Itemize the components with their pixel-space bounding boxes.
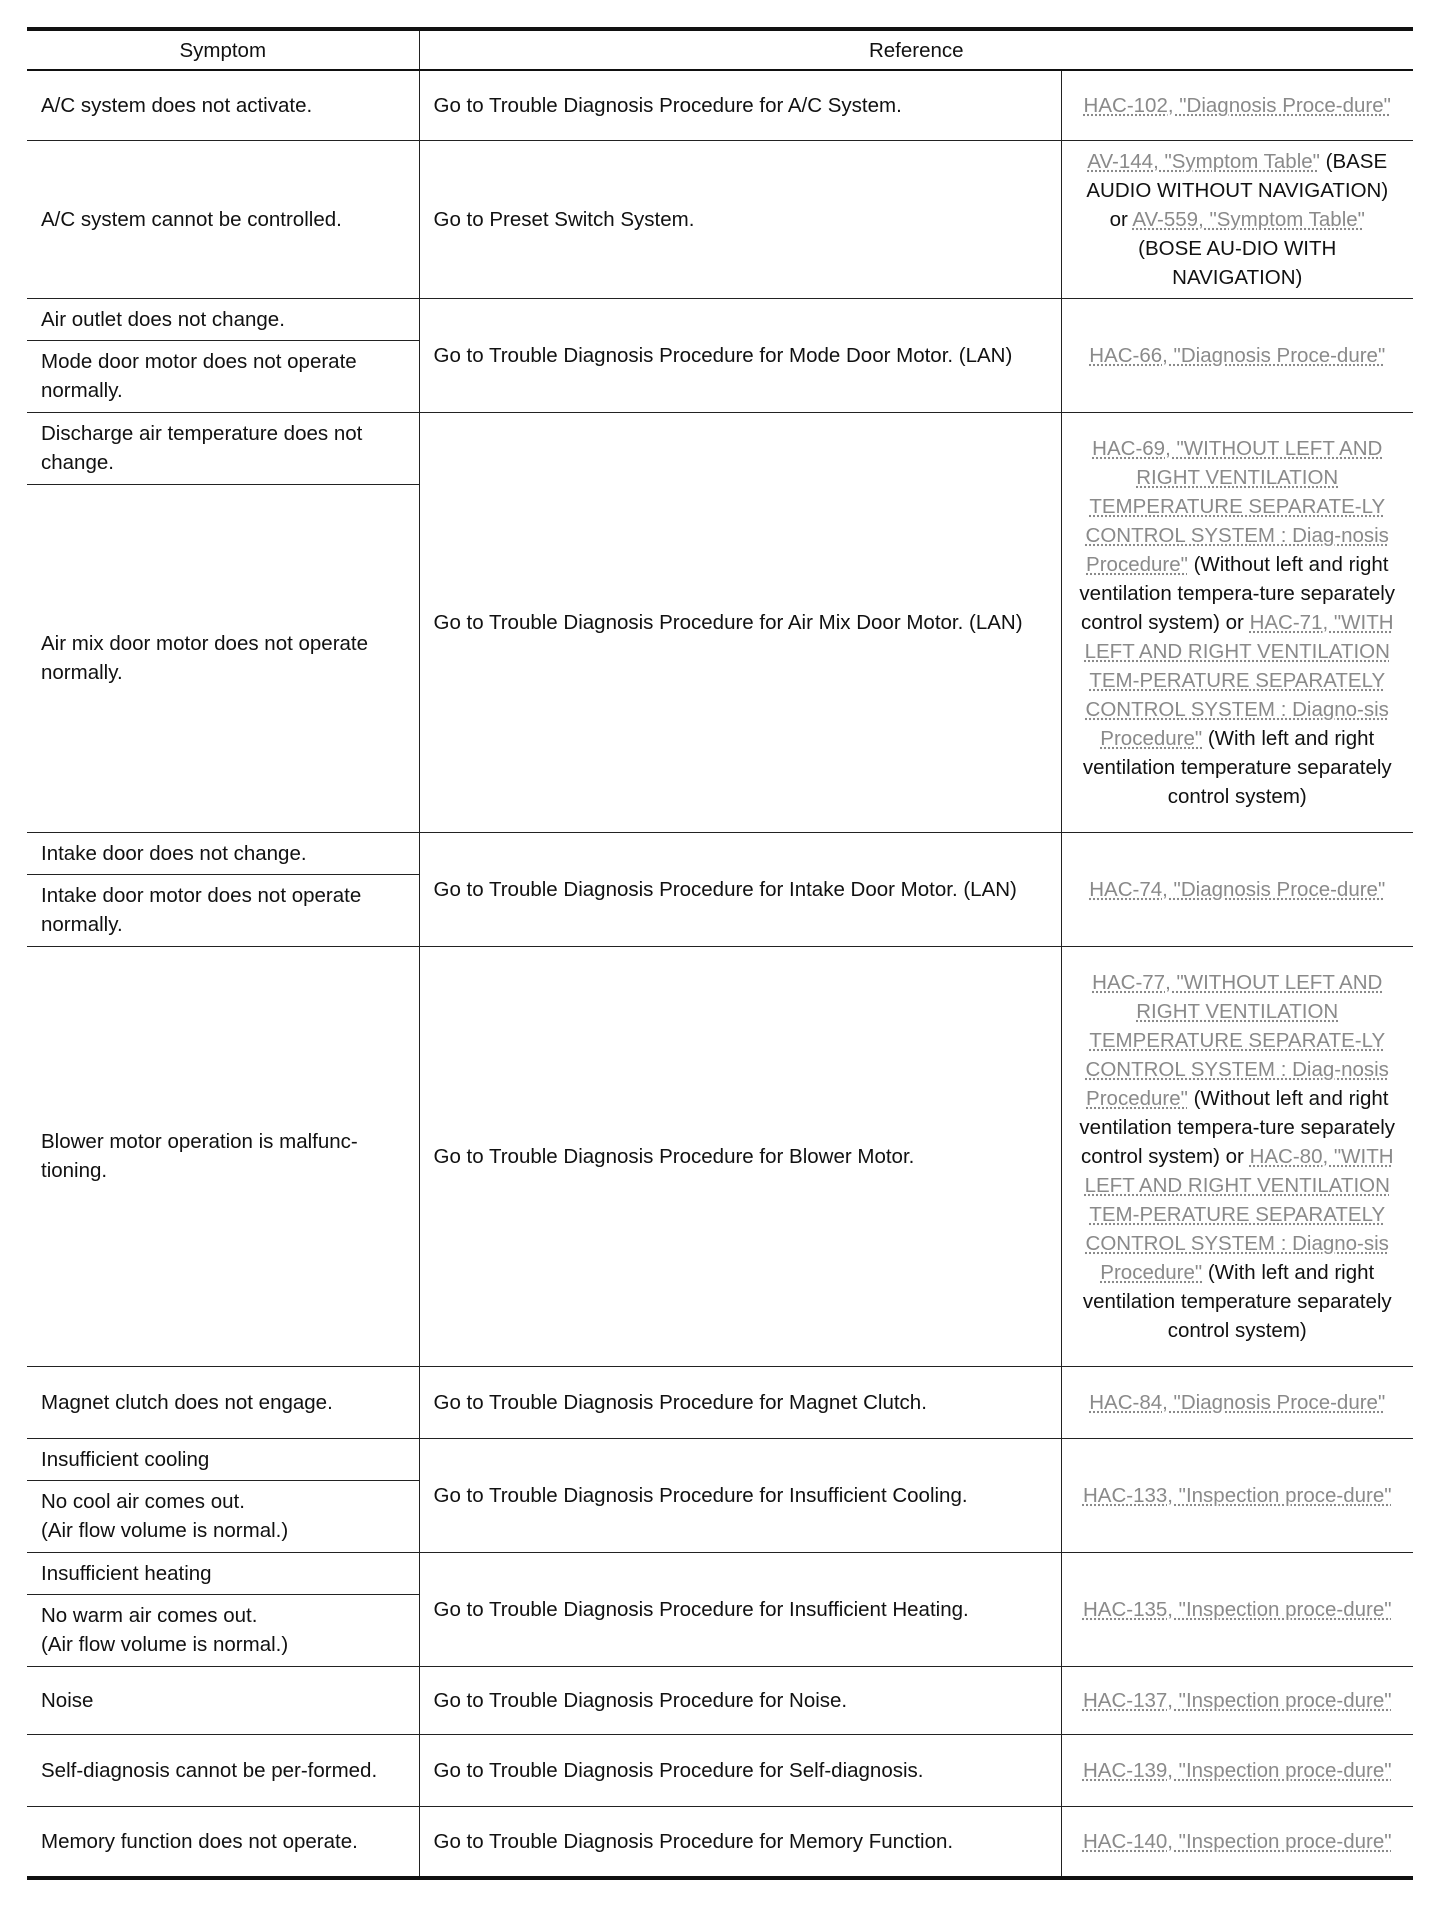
table-row xyxy=(27,832,1413,874)
symptom-column-header: Symptom xyxy=(27,29,419,70)
reference-note: (Without left and right ventilation tempera-ture separately control system) or xyxy=(1079,552,1396,634)
reference-cell xyxy=(1061,832,1413,946)
reference-note: (BOSE AU-DIO WITH NAVIGATION) xyxy=(1138,236,1337,289)
reference-link[interactable]: HAC-84, "Diagnosis Proce-dure" xyxy=(1089,1390,1386,1414)
symptom-cell: Insufficient heating xyxy=(27,1552,419,1594)
procedure-cell: Go to Preset Switch System. xyxy=(419,140,1061,298)
table-row xyxy=(27,298,1413,340)
procedure-cell: Go to Trouble Diagnosis Procedure for Blower Motor. xyxy=(419,946,1061,1366)
symptom-cell: A/C system cannot be controlled. xyxy=(27,140,419,298)
symptom-cell: Magnet clutch does not engage. xyxy=(27,1366,419,1438)
reference-cell xyxy=(1061,298,1413,412)
reference-link[interactable]: HAC-74, "Diagnosis Proce-dure" xyxy=(1089,877,1386,901)
symptom-cell: No warm air comes out. (Air flow volume is normal.) xyxy=(27,1594,419,1666)
reference-link[interactable]: HAC-69, "WITHOUT LEFT AND RIGHT VENTILATION TEMPERATURE SEPARATE-LY CONTROL SYSTEM : Diag-nosis Procedure" xyxy=(1085,436,1389,576)
procedure-cell: Go to Trouble Diagnosis Procedure for Magnet Clutch. xyxy=(419,1366,1061,1438)
reference-note: (Without left and right ventilation tempera-ture separately control system) or xyxy=(1079,1086,1396,1168)
procedure-cell: Go to Trouble Diagnosis Procedure for Intake Door Motor. (LAN) xyxy=(419,832,1061,946)
table-row xyxy=(27,140,1413,298)
symptom-cell: Discharge air temperature does not change. xyxy=(27,412,419,484)
symptom-cell: No cool air comes out. (Air flow volume is normal.) xyxy=(27,1480,419,1552)
table-row xyxy=(27,70,1413,140)
table-row xyxy=(27,1734,1413,1806)
table-body xyxy=(27,70,1413,1878)
symptom-cell: Self-diagnosis cannot be per-formed. xyxy=(27,1734,419,1806)
symptom-cell: Intake door does not change. xyxy=(27,832,419,874)
reference-cell xyxy=(1061,1666,1413,1734)
table-row xyxy=(27,412,1413,484)
reference-link[interactable]: HAC-139, "Inspection proce-dure" xyxy=(1082,1758,1392,1782)
reference-note: (With left and right ventilation temperature separately control system) xyxy=(1082,726,1392,808)
reference-note: (BASE AUDIO WITHOUT NAVIGATION) or xyxy=(1086,149,1389,231)
reference-link[interactable]: HAC-137, "Inspection proce-dure" xyxy=(1082,1688,1392,1712)
reference-cell xyxy=(1061,1366,1413,1438)
symptom-cell: Noise xyxy=(27,1666,419,1734)
table-row xyxy=(27,946,1413,1366)
reference-link[interactable]: HAC-77, "WITHOUT LEFT AND RIGHT VENTILATION TEMPERATURE SEPARATE-LY CONTROL SYSTEM : Diag-nosis Procedure" xyxy=(1085,970,1389,1110)
reference-cell xyxy=(1061,1806,1413,1878)
symptom-cell: Mode door motor does not operate normally. xyxy=(27,340,419,412)
symptom-cell: A/C system does not activate. xyxy=(27,70,419,140)
table-row xyxy=(27,1666,1413,1734)
table-row xyxy=(27,1552,1413,1594)
procedure-cell: Go to Trouble Diagnosis Procedure for A/C System. xyxy=(419,70,1061,140)
reference-link[interactable]: HAC-80, "WITH LEFT AND RIGHT VENTILATION TEM-PERATURE SEPARATELY CONTROL SYSTEM : Diagno-sis Procedure" xyxy=(1084,1144,1394,1284)
reference-link[interactable]: HAC-102, "Diagnosis Proce-dure" xyxy=(1083,93,1391,117)
reference-link[interactable]: HAC-135, "Inspection proce-dure" xyxy=(1082,1597,1392,1621)
table-header-row xyxy=(27,29,1413,70)
procedure-cell: Go to Trouble Diagnosis Procedure for Air Mix Door Motor. (LAN) xyxy=(419,412,1061,832)
reference-link[interactable]: HAC-71, "WITH LEFT AND RIGHT VENTILATION TEM-PERATURE SEPARATELY CONTROL SYSTEM : Diagno-sis Procedure" xyxy=(1084,610,1394,750)
procedure-cell: Go to Trouble Diagnosis Procedure for Memory Function. xyxy=(419,1806,1061,1878)
procedure-cell: Go to Trouble Diagnosis Procedure for Insufficient Heating. xyxy=(419,1552,1061,1666)
symptom-reference-table xyxy=(27,27,1413,1880)
table-row xyxy=(27,1438,1413,1480)
reference-cell xyxy=(1061,1734,1413,1806)
reference-cell xyxy=(1061,412,1413,832)
reference-link[interactable]: HAC-140, "Inspection proce-dure" xyxy=(1082,1829,1392,1853)
reference-column-header: Reference xyxy=(419,29,1413,70)
symptom-cell: Air outlet does not change. xyxy=(27,298,419,340)
procedure-cell: Go to Trouble Diagnosis Procedure for Mode Door Motor. (LAN) xyxy=(419,298,1061,412)
symptom-cell: Insufficient cooling xyxy=(27,1438,419,1480)
symptom-cell: Air mix door motor does not operate normally. xyxy=(27,484,419,832)
reference-cell xyxy=(1061,140,1413,298)
table-row xyxy=(27,1806,1413,1878)
reference-cell xyxy=(1061,70,1413,140)
reference-note: (With left and right ventilation temperature separately control system) xyxy=(1082,1260,1392,1342)
procedure-cell: Go to Trouble Diagnosis Procedure for Insufficient Cooling. xyxy=(419,1438,1061,1552)
reference-link[interactable]: AV-144, "Symptom Table" xyxy=(1087,149,1320,173)
reference-link[interactable]: HAC-133, "Inspection proce-dure" xyxy=(1082,1483,1392,1507)
reference-cell xyxy=(1061,946,1413,1366)
procedure-cell: Go to Trouble Diagnosis Procedure for Noise. xyxy=(419,1666,1061,1734)
procedure-cell: Go to Trouble Diagnosis Procedure for Self-diagnosis. xyxy=(419,1734,1061,1806)
reference-cell xyxy=(1061,1552,1413,1666)
table-row xyxy=(27,1366,1413,1438)
symptom-cell: Blower motor operation is malfunc-tioning. xyxy=(27,946,419,1366)
reference-link[interactable]: HAC-66, "Diagnosis Proce-dure" xyxy=(1089,343,1386,367)
symptom-cell: Intake door motor does not operate normally. xyxy=(27,874,419,946)
reference-link[interactable]: AV-559, "Symptom Table" xyxy=(1132,207,1365,231)
reference-cell xyxy=(1061,1438,1413,1552)
symptom-cell: Memory function does not operate. xyxy=(27,1806,419,1878)
